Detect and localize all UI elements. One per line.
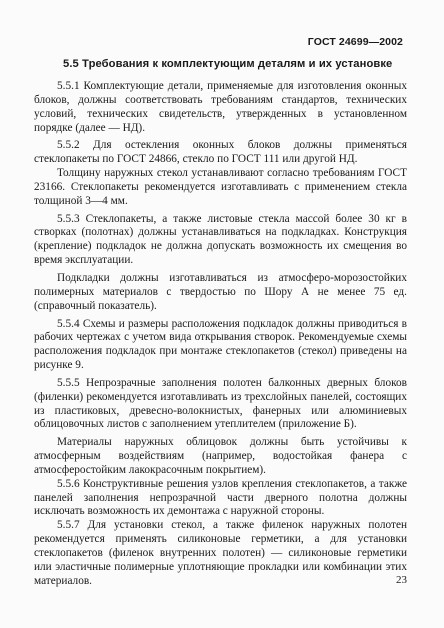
document-code: ГОСТ 24699—2002 [307,36,403,48]
page-number: 23 [396,574,407,586]
paragraph-5-5-1: 5.5.1 Комплектующие детали, применяемые для изготовления оконных блоков, должны соответствовать требованиям стандартов, технических условий, технических свидетельств, утвержденных в установленном порядке (далее — НД). [34,80,407,134]
paragraph-5-5-2: 5.5.2 Для остекления оконных блоков должны применяться стеклопакеты по ГОСТ 24866, стекло по ГОСТ 111 или другой НД. [34,139,407,166]
paragraph-spacers: Подкладки должны изготавливаться из атмосферо-морозостойких полимерных материалов с твердостью по Шору А не менее 75 ед. (справочный показатель). [34,271,407,312]
paragraph-5-5-6: 5.5.6 Конструктивные решения узлов крепления стеклопакетов, а также панелей заполнения непрозрачной части дверного полотна должны исключать возможность их демонтажа с наружной стороны. [34,477,407,518]
paragraph-5-5-4: 5.5.4 Схемы и размеры расположения подкладок должны приводиться в рабочих чертежах с учетом вида открывания створок. Рекомендуемые схемы расположения подкладок при монтаже стеклопакетов (стекол) приведены на рисунке 9. [34,317,407,372]
paragraph-5-5-7: 5.5.7 Для установки стекол, а также филенок наружных полотен рекомендуется применять силиконовые герметики, а для установки стеклопакетов (филенок внутренних полотен) — силиконовые герметики или эластичные полимерные уплотняющие прокладки или комбинации этих материалов. [34,519,407,587]
paragraph-cladding-materials: Материалы наружных облицовок должны быть устойчивы к атмосферным воздействиям (например, водостойкая фанера с атмосферостойким лакокрасочным покрытием). [34,436,407,476]
section-body [34,80,407,589]
paragraph-5-5-3: 5.5.3 Стеклопакеты, а также листовые стекла массой более 30 кг в створках (полотнах) должны устанавливаться на подкладках. Конструкция (крепление) подкладок не должна допускать возможность их смещения во время эксплуатации. [34,212,407,267]
paragraph-5-5-5: 5.5.5 Непрозрачные заполнения полотен балконных дверных блоков (филенки) рекомендуется изготавливать из трехслойных панелей, состоящих из пластиковых, древесно-волокнистых, фанерных или алюминиевых облицовочных листов с заполнением утеплителем (приложение Б). [34,376,407,431]
section-title: 5.5 Требования к комплектующим деталям и их установке [63,58,393,70]
paragraph-glass-thickness: Толщину наружных стекол устанавливают согласно требованиям ГОСТ 23166. Стеклопакеты рекомендуется изготавливать с применением стекла толщиной 3—4 мм. [34,167,407,207]
